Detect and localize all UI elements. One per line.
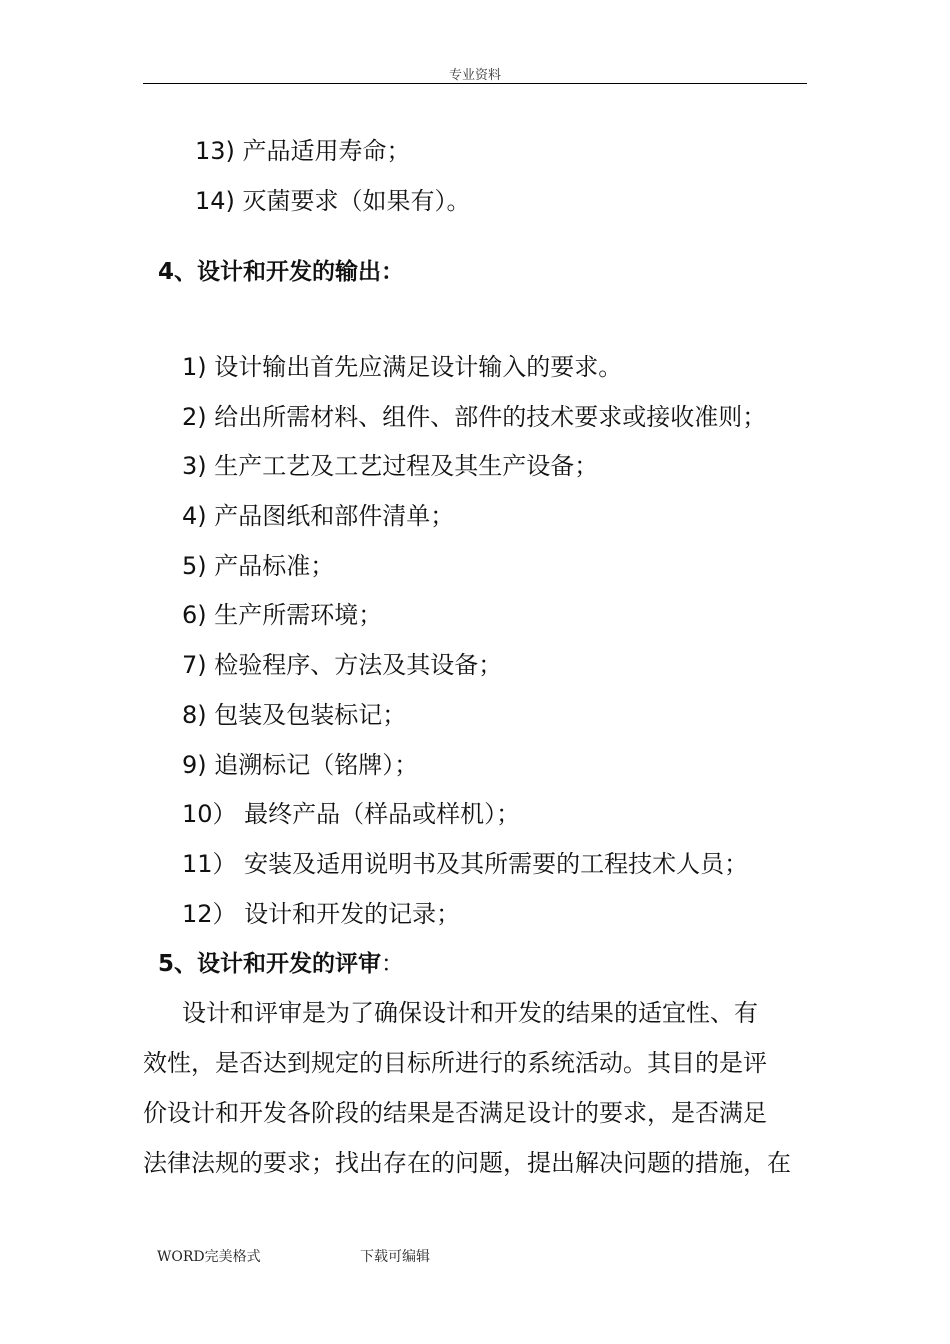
list-item: 3) 生产工艺及工艺过程及其生产设备； bbox=[182, 452, 599, 480]
list-item: 12） 设计和开发的记录； bbox=[182, 900, 461, 928]
section-heading-outputs: 4、设计和开发的输出： bbox=[158, 259, 405, 285]
footer-left: WORD完美格式 bbox=[157, 1249, 261, 1265]
list-item: 10） 最终产品（样品或样机）； bbox=[182, 800, 521, 828]
paragraph-line: 设计和评审是为了确保设计和开发的结果的适宜性、有 bbox=[182, 999, 758, 1027]
list-item: 11） 安装及适用说明书及其所需要的工程技术人员； bbox=[182, 850, 749, 878]
header-divider bbox=[143, 83, 807, 84]
list-item: 5) 产品标准； bbox=[182, 552, 335, 580]
list-item: 9) 追溯标记（铭牌）； bbox=[182, 751, 419, 779]
list-item: 2) 给出所需材料、组件、部件的技术要求或接收准则； bbox=[182, 403, 767, 431]
page-header: 专业资料 bbox=[448, 68, 501, 83]
footer-right: 下载可编辑 bbox=[360, 1249, 430, 1265]
section-heading-review-title: 5、设计和开发的评审 bbox=[158, 951, 382, 977]
paragraph-line: 法律法规的要求；找出存在的问题，提出解决问题的措施，在 bbox=[143, 1149, 791, 1177]
section-heading-review-colon: ： bbox=[381, 951, 405, 977]
list-item: 14) 灭菌要求（如果有）。 bbox=[195, 187, 471, 215]
list-item: 4) 产品图纸和部件清单； bbox=[182, 502, 455, 530]
paragraph-line: 效性，是否达到规定的目标所进行的系统活动。其目的是评 bbox=[143, 1049, 767, 1077]
list-item: 1) 设计输出首先应满足设计输入的要求。 bbox=[182, 353, 623, 381]
list-item: 6) 生产所需环境； bbox=[182, 601, 383, 629]
list-item: 13) 产品适用寿命； bbox=[195, 137, 411, 165]
paragraph-line: 价设计和开发各阶段的结果是否满足设计的要求，是否满足 bbox=[143, 1099, 767, 1127]
list-item: 8) 包装及包装标记； bbox=[182, 701, 407, 729]
list-item: 7) 检验程序、方法及其设备； bbox=[182, 651, 503, 679]
section-heading-review bbox=[158, 949, 404, 979]
